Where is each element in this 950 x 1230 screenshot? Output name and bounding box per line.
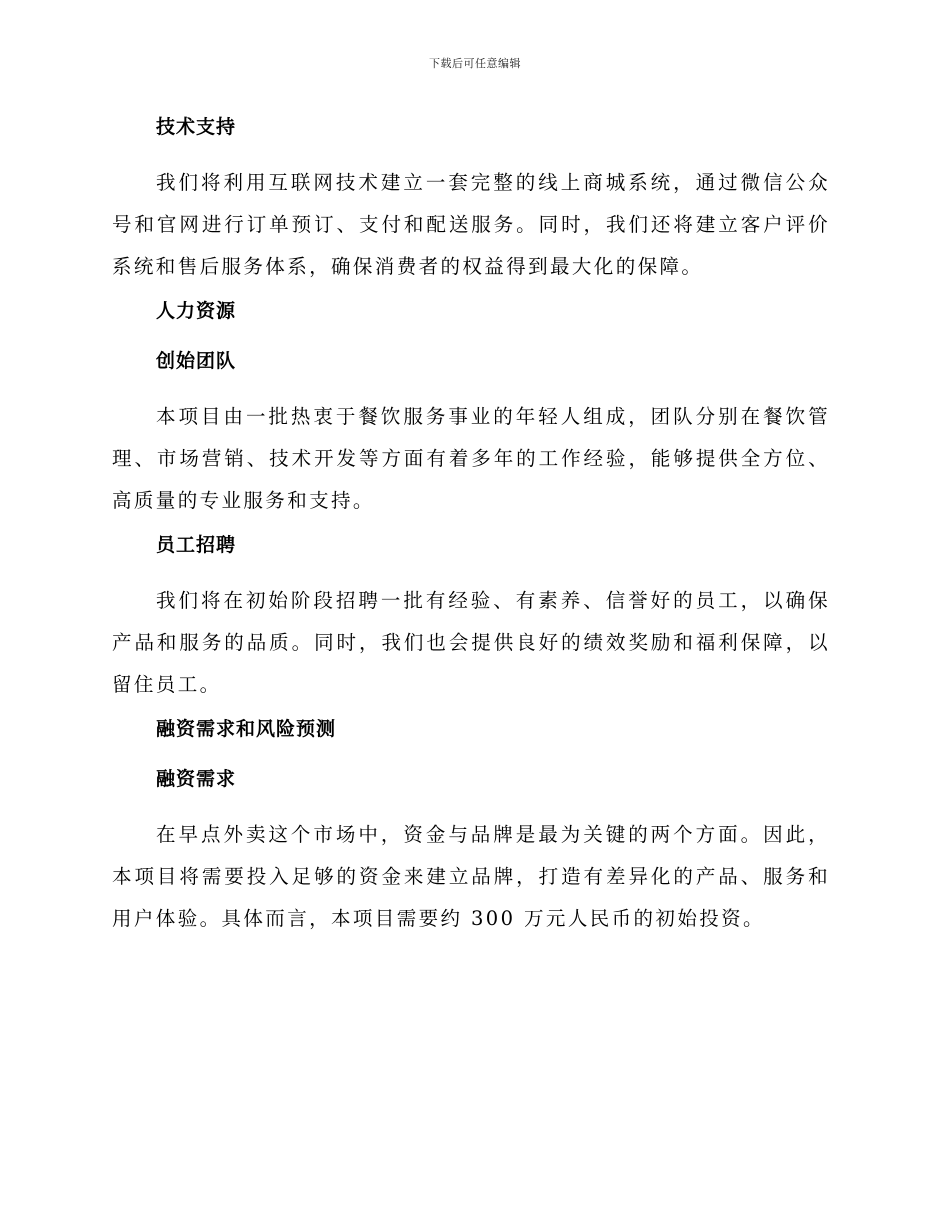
paragraph-recruitment: 我们将在初始阶段招聘一批有经验、有素养、信誉好的员工，以确保产品和服务的品质。同时，我们也会提供良好的绩效奖励和福利保障，以留住员工。: [112, 589, 830, 696]
page-header: 下载后可任意编辑: [429, 57, 521, 70]
paragraph-founding-team: 本项目由一批热衷于餐饮服务事业的年轻人组成，团队分别在餐饮管理、市场营销、技术开发等方面有着多年的工作经验，能够提供全方位、高质量的专业服务和支持。: [112, 405, 830, 512]
heading-financing-risk: 融资需求和风险预测: [156, 718, 337, 740]
heading-recruitment: 员工招聘: [156, 534, 237, 556]
heading-founding-team: 创始团队: [156, 350, 237, 372]
heading-tech-support: 技术支持: [156, 116, 237, 138]
heading-financing-needs: 融资需求: [156, 768, 237, 790]
paragraph-financing-needs: 在早点外卖这个市场中，资金与品牌是最为关键的两个方面。因此，本项目将需要投入足够的资金来建立品牌，打造有差异化的产品、服务和用户体验。具体而言，本项目需要约 300 万元人民币的初始投资。: [112, 823, 830, 930]
document-body: [112, 112, 830, 948]
heading-human-resources: 人力资源: [156, 300, 237, 322]
paragraph-tech-support: 我们将利用互联网技术建立一套完整的线上商城系统，通过微信公众号和官网进行订单预订、支付和配送服务。同时，我们还将建立客户评价系统和售后服务体系，确保消费者的权益得到最大化的保障。: [112, 171, 830, 278]
